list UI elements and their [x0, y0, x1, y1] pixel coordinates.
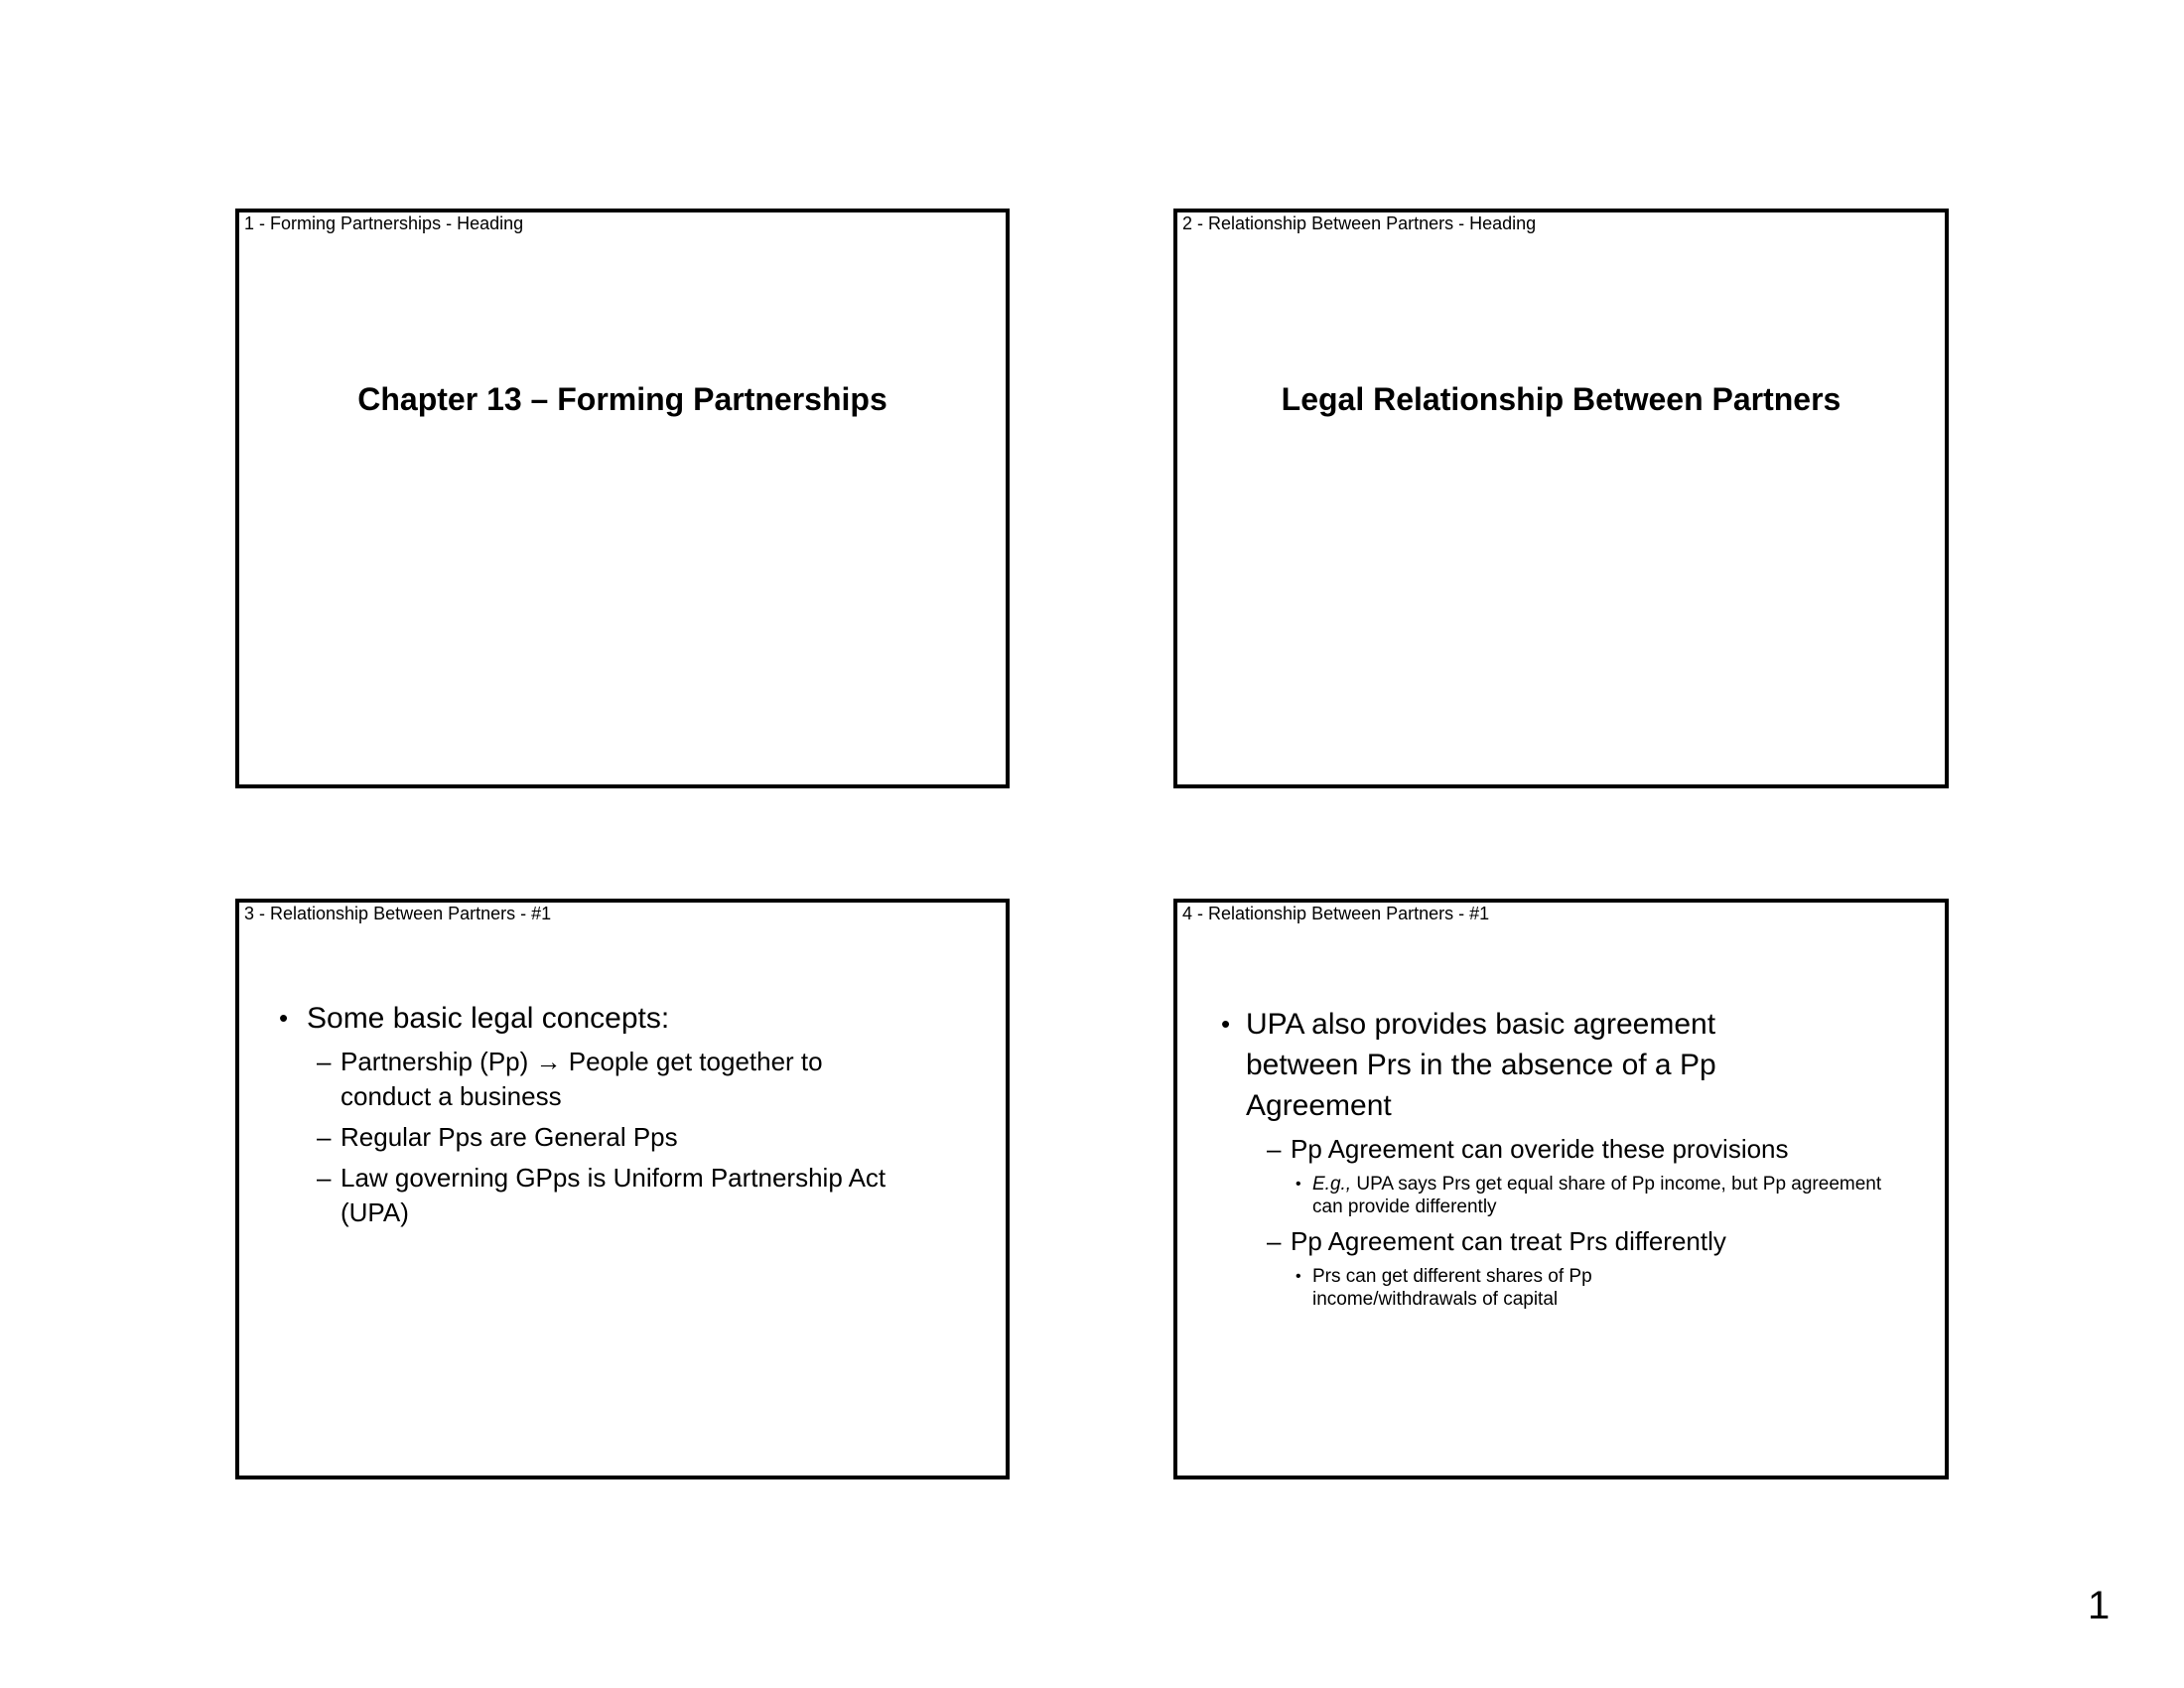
slide-3	[235, 899, 1010, 1479]
sub-sub-bullet-item	[1177, 1173, 1908, 1218]
sub-bullet-text: Partnership (Pp) → People get together to conduct a business	[341, 1047, 823, 1111]
sub-bullet-text: Pp Agreement can treat Prs differently	[1291, 1226, 1726, 1256]
bullet-item	[239, 998, 922, 1039]
slide-3-label: 3 - Relationship Between Partners - #1	[244, 904, 552, 923]
sub-bullet-item	[239, 1120, 916, 1155]
slide-4-label: 4 - Relationship Between Partners - #1	[1182, 904, 1490, 923]
dash-marker: –	[317, 1122, 332, 1152]
slide-1-title: Chapter 13 – Forming Partnerships	[357, 381, 887, 417]
bullet-item	[1177, 1004, 1822, 1126]
dash-marker: –	[317, 1047, 332, 1076]
page-number: 1	[2088, 1584, 2111, 1627]
slide-4	[1173, 899, 1949, 1479]
sub-bullet-item	[1177, 1132, 1886, 1167]
sub-bullet-text: Law governing GPps is Uniform Partnership Act (UPA)	[341, 1163, 887, 1227]
emphasis-text: E.g.,	[1312, 1174, 1352, 1195]
bullet-text: Some basic legal concepts:	[307, 1002, 670, 1035]
bullet-marker: •	[279, 1003, 289, 1033]
sub-sub-bullet-text: Prs can get different shares of Pp income/withdrawals of capital	[1312, 1266, 1592, 1310]
sub-sub-bullet-item	[1177, 1265, 1709, 1311]
sub-bullet-item	[1177, 1224, 1886, 1259]
sub-bullet-item	[239, 1045, 916, 1114]
bullet-marker: •	[1296, 1176, 1301, 1193]
bullet-marker: •	[1296, 1268, 1301, 1285]
sub-sub-bullet-text	[1312, 1173, 1908, 1218]
slide-1-label: 1 - Forming Partnerships - Heading	[244, 213, 524, 233]
sub-bullet-text: Pp Agreement can overide these provisions	[1291, 1134, 1789, 1164]
slide-1	[235, 209, 1010, 788]
slide-2	[1173, 209, 1949, 788]
bullet-text: UPA also provides basic agreement between Prs in the absence of a Pp Agreement	[1246, 1008, 1716, 1122]
slide-2-label: 2 - Relationship Between Partners - Heading	[1182, 213, 1537, 233]
sub-bullet-item	[239, 1161, 916, 1230]
dash-marker: –	[317, 1163, 332, 1193]
slide-4-body	[1177, 1004, 1945, 1311]
body-text: UPA says Prs get equal share of Pp income, but Pp agreement can provide differently	[1312, 1174, 1887, 1217]
bullet-marker: •	[1221, 1009, 1231, 1039]
dash-marker: –	[1267, 1134, 1282, 1164]
dash-marker: –	[1267, 1226, 1282, 1256]
sub-bullet-text: Regular Pps are General Pps	[341, 1122, 678, 1152]
slide-2-title: Legal Relationship Between Partners	[1281, 381, 1842, 417]
slide-3-body	[239, 998, 1006, 1230]
